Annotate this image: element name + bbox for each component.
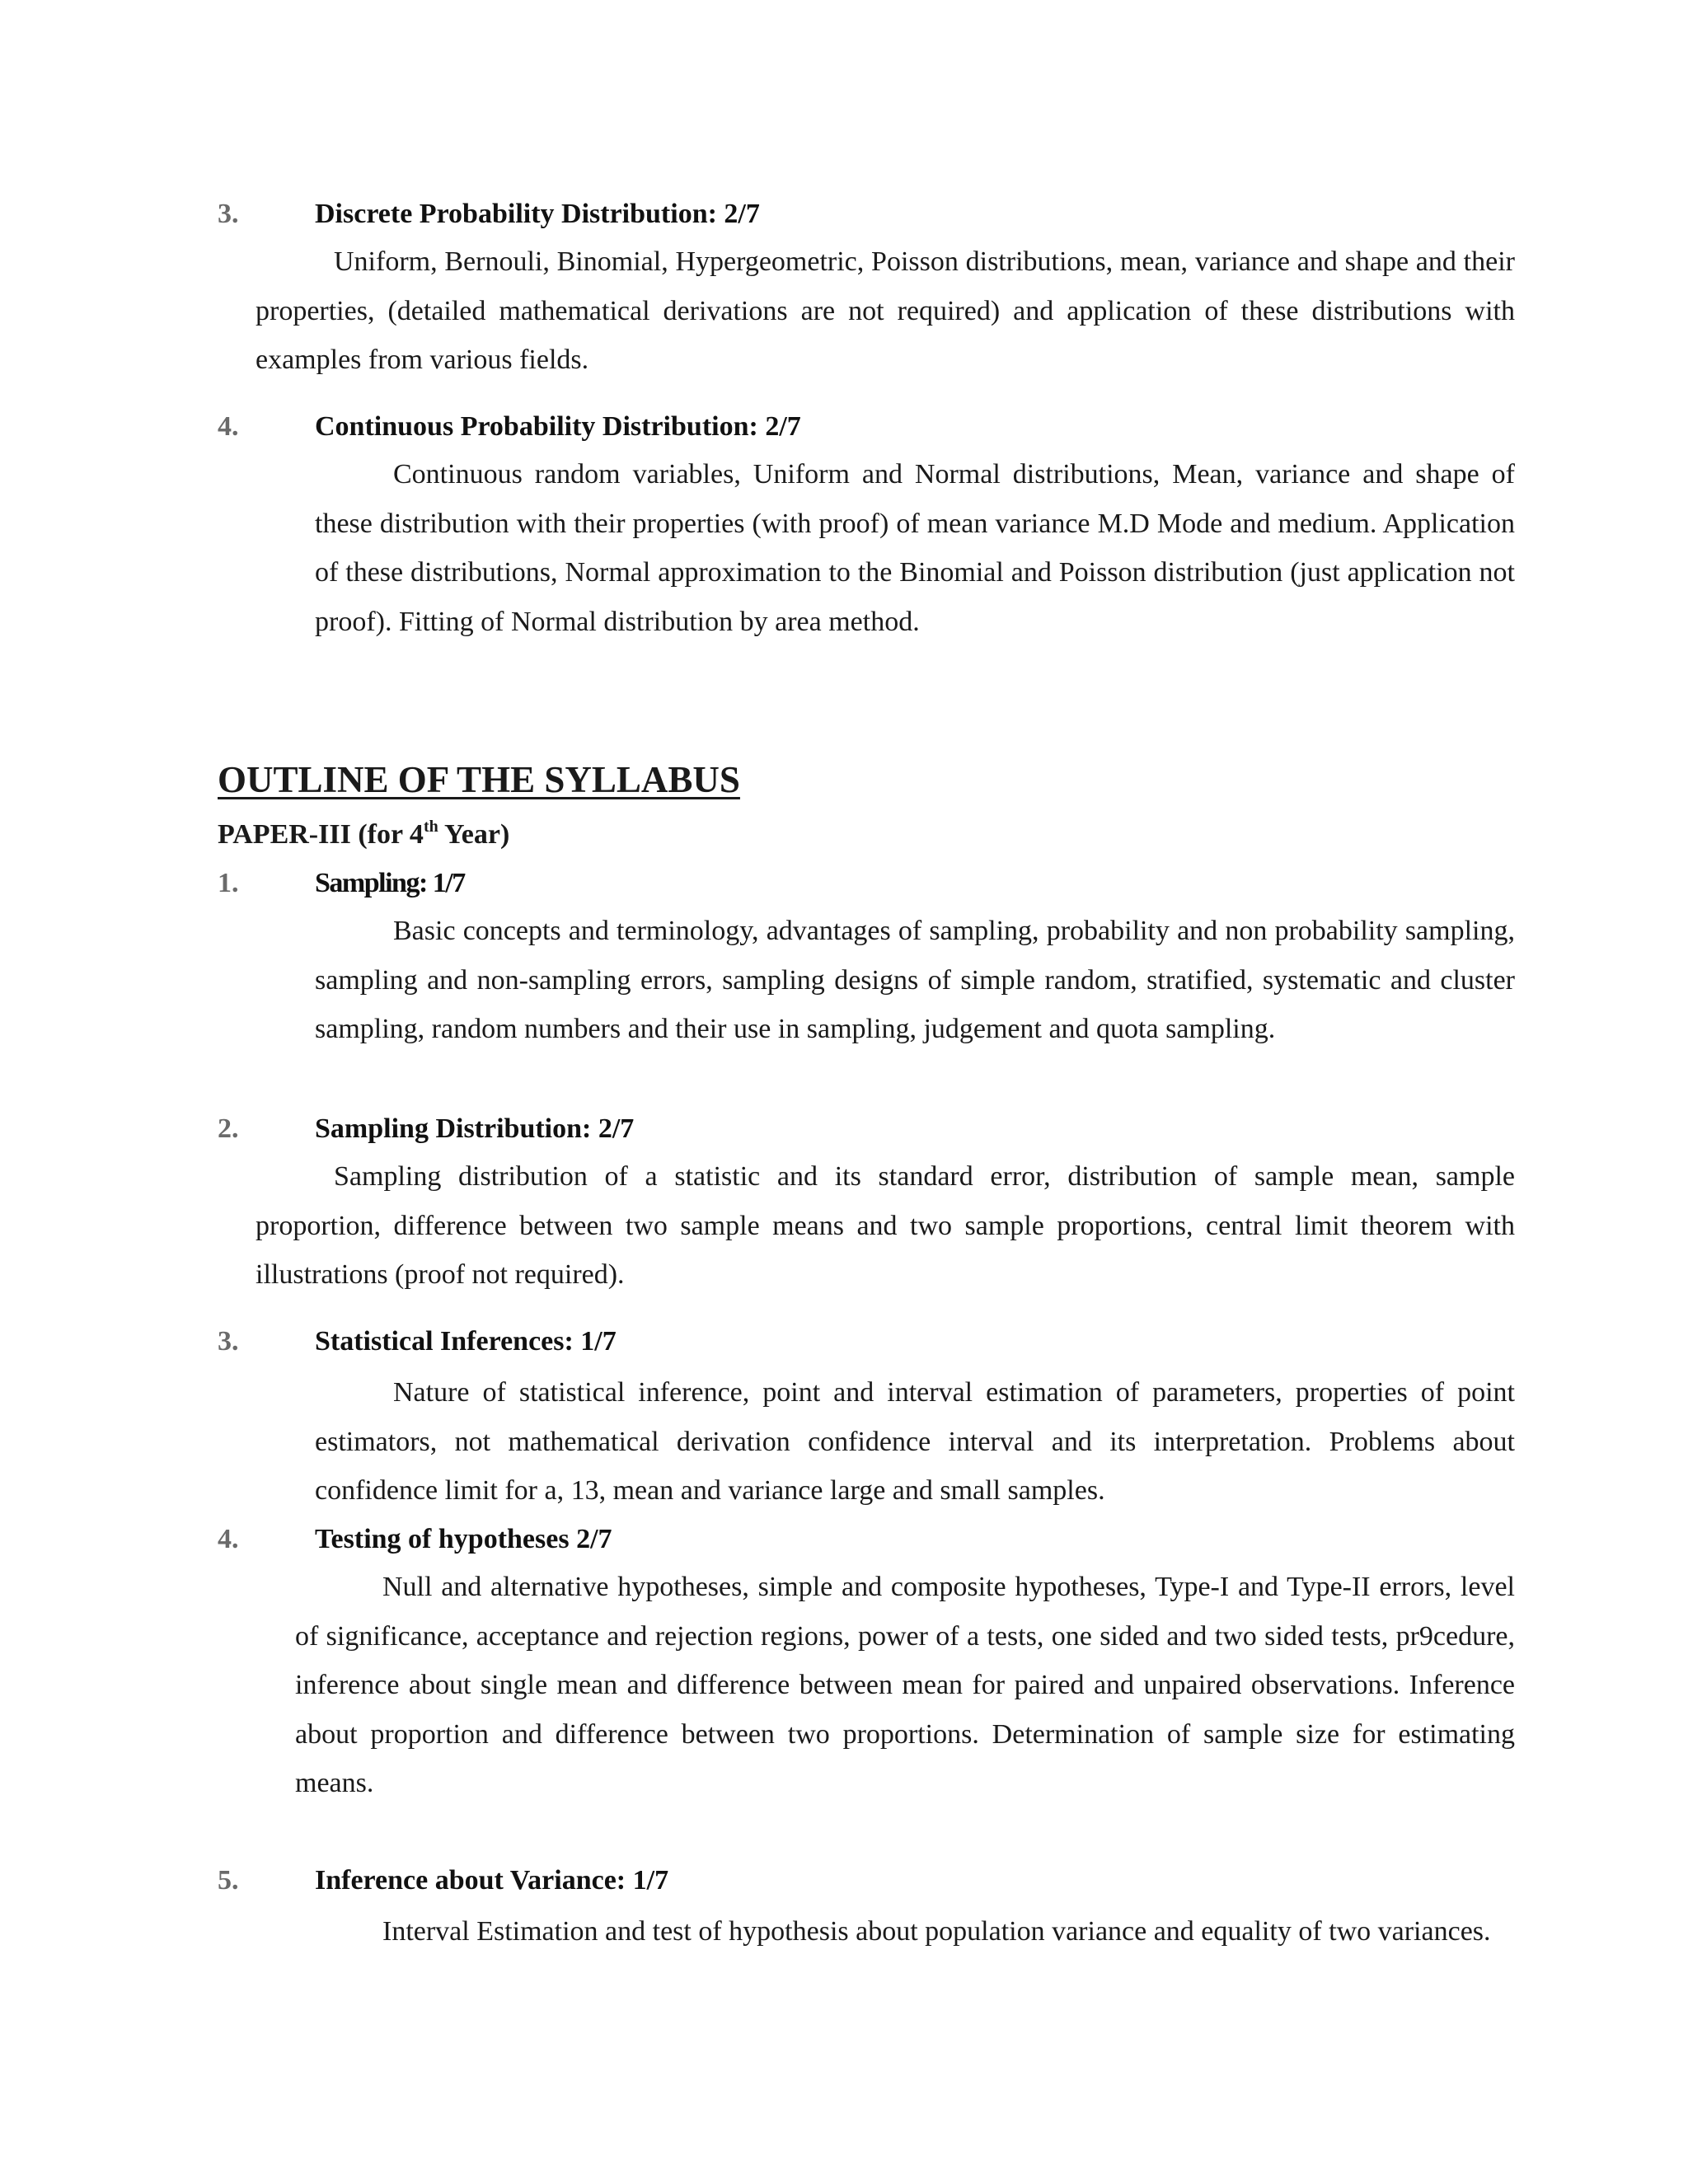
section-title: Statistical Inferences: 1/7 (315, 1326, 617, 1357)
paper-suffix: Year) (438, 819, 510, 850)
section-body-sampling-distribution: Sampling distribution of a statistic and its standard error, distribution of sample mean, sample proportion, difference between two sample means and two sample proportions, central limit theorem with illustrations (proof not required). (256, 1161, 1515, 1290)
section-body-discrete: Uniform, Bernouli, Binomial, Hypergeometric, Poisson distributions, mean, variance and shape and their properties, (detailed mathematical derivations are not required) and application of these distributions with examples from various fields. (256, 246, 1515, 375)
section-title: Testing of hypotheses 2/7 (315, 1524, 612, 1554)
section-body-testing-hypotheses: Null and alternative hypotheses, simple and composite hypotheses, Type-I and Type-II errors, level of significance, acceptance and rejection regions, power of a tests, one sided and two sided tests, pr9cedure, inference about single mean and difference between mean for paired and unpaired observations. Inference about proportion and difference between two proportions. Determination of sample size for estimating means. (295, 1572, 1515, 1798)
section-title: Sampling Distribution: 2/7 (315, 1113, 635, 1144)
section-body-continuous: Continuous random variables, Uniform and Normal distributions, Mean, variance and shape of these distribution with their properties (with proof) of mean variance M.D Mode and medium. Application of these distributions, Normal approximation to the Binomial and Poisson distribution (just application not proof). Fitting of Normal distribution by area method. (315, 459, 1515, 637)
section-title: Sampling: 1/7 (315, 868, 465, 898)
section-number: 3. (218, 1326, 239, 1357)
section-title: Inference about Variance: 1/7 (315, 1865, 669, 1896)
paper-prefix: PAPER-III (for 4 (218, 819, 424, 850)
paper-heading (218, 818, 509, 852)
section-number: 4. (218, 1524, 239, 1554)
section-body-sampling: Basic concepts and terminology, advantages of sampling, probability and non probability sampling, sampling and non-sampling errors, sampling designs of simple random, stratified, systematic and cluster sampling, random numbers and their use in sampling, judgement and quota sampling. (315, 916, 1515, 1044)
outline-title: OUTLINE OF THE SYLLABUS (218, 759, 740, 800)
section-number: 5. (218, 1865, 239, 1896)
section-number: 2. (218, 1113, 239, 1144)
section-body-inference-variance: Interval Estimation and test of hypothesis about population variance and equality of two variances. (382, 1916, 1491, 1947)
section-title: Continuous Probability Distribution: 2/7 (315, 411, 801, 442)
section-number: 1. (218, 868, 239, 898)
section-number: 4. (218, 411, 239, 442)
section-body-statistical-inferences: Nature of statistical inference, point and interval estimation of parameters, properties of point estimators, not mathematical derivation confidence interval and its interpretation. Problems about confidence limit for a, 13, mean and variance large and small samples. (315, 1377, 1515, 1506)
section-number: 3. (218, 199, 239, 229)
paper-superscript: th (423, 818, 438, 836)
section-title: Discrete Probability Distribution: 2/7 (315, 199, 760, 229)
